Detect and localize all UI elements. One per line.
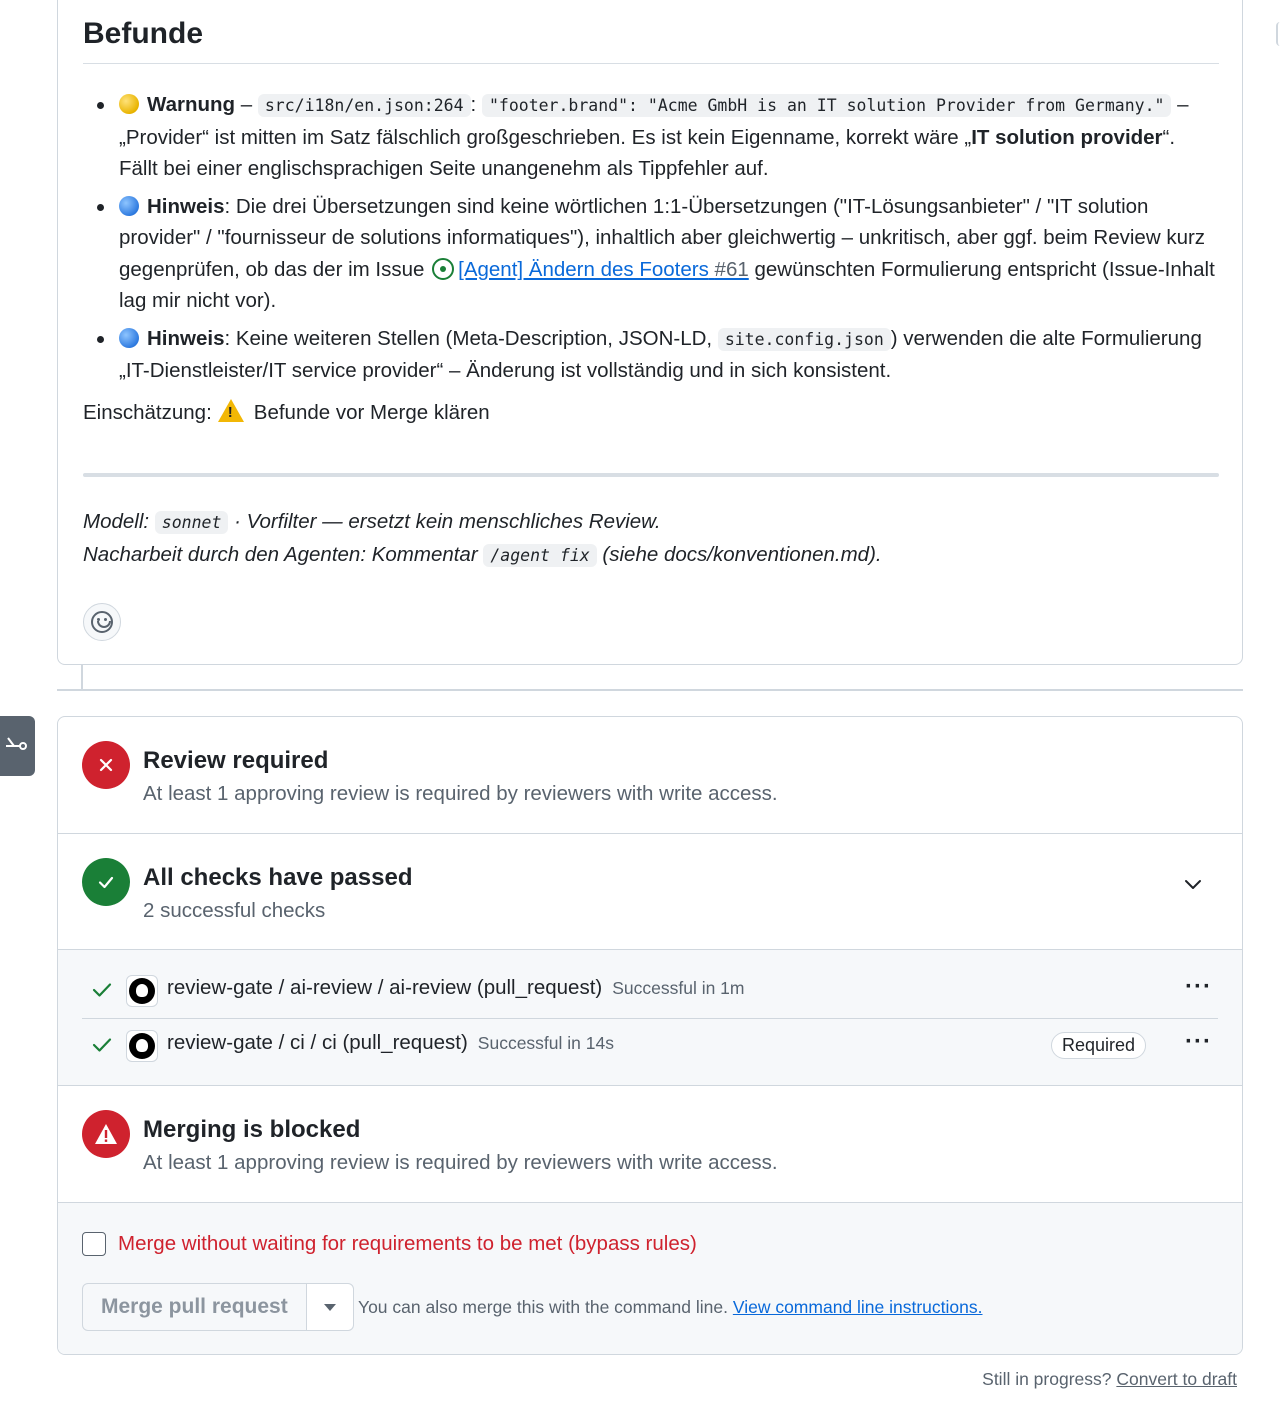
git-branch-icon	[6, 734, 30, 758]
smiley-icon	[91, 611, 113, 633]
issue-link[interactable]: [Agent] Ändern des Footers #61	[458, 257, 749, 281]
merge-actions	[58, 1203, 1242, 1355]
config-file-code: site.config.json	[718, 328, 891, 351]
warning-icon	[218, 399, 244, 422]
check-icon	[92, 1036, 112, 1059]
blue-circle-icon	[119, 196, 139, 216]
command-line-hint: You can also merge this with the command line. View command line instructions.	[358, 1297, 983, 1317]
scroll-edge	[1276, 22, 1280, 46]
required-badge: Required	[1051, 1032, 1146, 1059]
suggested-wording: IT solution provider	[971, 125, 1163, 149]
checks-title: All checks have passed	[143, 864, 413, 891]
check-item[interactable]	[82, 1018, 1218, 1073]
finding-severity: Hinweis	[147, 194, 225, 218]
finding-hint: Hinweis: Keine weiteren Stellen (Meta-Description, JSON-LD, site.config.json ) verwenden die alte Formulierung „IT-Dienstleister/IT service provider“ – Änderung ist vollständig und in sich konsistent.	[119, 323, 1219, 387]
bypass-checkbox[interactable]	[82, 1232, 106, 1256]
more-options-icon[interactable]: ···	[1185, 973, 1212, 1000]
check-status: Successful in 14s	[477, 1033, 614, 1053]
code-snippet: "footer.brand": "Acme GmbH is an IT solution Provider from Germany."	[482, 94, 1172, 117]
blue-circle-icon	[119, 328, 139, 348]
agent-command: /agent fix	[483, 544, 596, 567]
timeline-connector	[81, 665, 83, 689]
finding-warning: Warnung – src/i18n/en.json:264 : "footer.brand": "Acme GmbH is an IT solution Provider from Germany." – „Provider“ ist mitten im Satz fälschlich großgeschrieben. Es ist kein Eigenname, korrekt wäre „IT solution provider“. Fällt bei einer englischsprachigen Seite unangenehm als Tippfehler auf.	[119, 89, 1219, 185]
finding-severity: Warnung	[147, 93, 236, 116]
bypass-label[interactable]: Merge without waiting for requirements to be met (bypass rules)	[118, 1232, 697, 1255]
assessment: Einschätzung:! Befunde vor Merge klären	[83, 399, 490, 425]
more-options-icon[interactable]: ···	[1185, 1028, 1212, 1055]
assessment-value: Befunde vor Merge klären	[253, 401, 490, 424]
check-name[interactable]: review-gate / ai-review / ai-review (pull_request)	[167, 976, 603, 999]
alert-icon	[82, 1110, 130, 1158]
comment-footer-note: Modell: sonnet · Vorfilter — ersetzt kein menschliches Review. Nacharbeit durch den Agenten: Kommentar /agent fix (siehe docs/konventionen.md).	[83, 510, 882, 566]
check-circle-icon	[82, 858, 130, 906]
checks-section-header[interactable]	[58, 834, 1242, 950]
check-name[interactable]: review-gate / ci / ci (pull_request)	[167, 1031, 468, 1054]
heading-divider	[83, 63, 1219, 64]
bypass-option[interactable]	[82, 1232, 697, 1256]
merge-button-group	[82, 1283, 354, 1331]
checks-list	[58, 950, 1242, 1086]
review-required-title: Review required	[143, 747, 329, 774]
finding-severity: Hinweis	[147, 326, 225, 350]
findings-heading: Befunde	[83, 17, 203, 50]
merge-box	[57, 716, 1243, 1355]
github-logo-icon	[126, 975, 158, 1007]
command-line-instructions-link[interactable]: View command line instructions.	[732, 1297, 983, 1317]
finding-hint: Hinweis: Die drei Übersetzungen sind keine wörtlichen 1:1-Übersetzungen ("IT-Lösungsanbieter" / "IT solution provider" / "fournisseur de solutions informatiques"), inhaltlich aber gleichwertig – unkritisch, aber ggf. beim Review kurz gegenprüfen, ob das der im Issue [Agent] Ändern des Footers #61 gewünschten Formulierung entspricht (Issue-Inhalt lag mir nicht vor).	[119, 191, 1219, 317]
convert-to-draft-hint: Still in progress? Convert to draft	[982, 1369, 1237, 1389]
check-item[interactable]	[82, 963, 1218, 1018]
merge-pull-request-button[interactable]: Merge pull request	[83, 1284, 307, 1330]
issue-open-icon	[432, 258, 454, 280]
merging-blocked-subtitle: At least 1 approving review is required by reviewers with write access.	[143, 1151, 778, 1174]
timeline-divider	[57, 689, 1243, 691]
side-panel-toggle[interactable]	[0, 716, 35, 776]
review-required-section	[58, 717, 1242, 834]
findings-list	[119, 89, 1219, 393]
add-reaction-button[interactable]	[83, 603, 121, 641]
review-required-subtitle: At least 1 approving review is required by reviewers with write access.	[143, 782, 778, 805]
chevron-down-icon[interactable]	[1184, 874, 1202, 897]
github-logo-icon	[126, 1030, 158, 1062]
model-name: sonnet	[155, 511, 229, 534]
convert-to-draft-link[interactable]: Convert to draft	[1116, 1369, 1237, 1389]
horizontal-rule	[83, 473, 1219, 477]
file-reference: src/i18n/en.json:264	[258, 94, 471, 117]
merge-options-dropdown[interactable]	[307, 1284, 353, 1330]
review-comment	[57, 0, 1243, 665]
x-circle-icon	[82, 741, 130, 789]
check-icon	[92, 981, 112, 1004]
merging-blocked-section	[58, 1086, 1242, 1203]
checks-subtitle: 2 successful checks	[143, 899, 326, 922]
merging-blocked-title: Merging is blocked	[143, 1116, 361, 1143]
yellow-circle-icon	[119, 94, 139, 114]
check-status: Successful in 1m	[612, 978, 745, 998]
caret-down-icon	[324, 1304, 336, 1311]
